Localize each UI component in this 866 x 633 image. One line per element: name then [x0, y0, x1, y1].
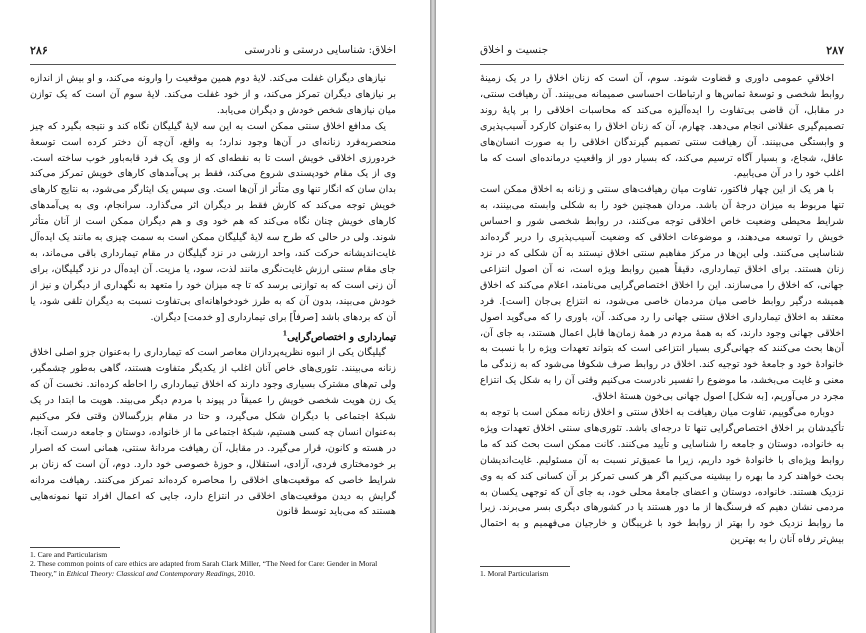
paragraph: دوباره می‌گوییم، تفاوت میان رهیافت به اخلاق سنتی و اخلاق زنانه ممکن است با توجه به تأکیدشان بر اخلاق اختصاص‌گرایی تنها تا درجه‌ای باشد. تئوری‌های سنتی اخلاق تعهدات ویژه به خانواده، دوستان و جامعه را شناسایی و تأیید می‌کنند. کانت ممکن است بحث کند که ما روابط ویژه‌ای با خانوادهٔ خود داریم، زیرا ما عمیق‌تر نسبت به آن مسئولیم. غایت‌اندیشان بحث خواهند کرد ما بهره را بیشینه می‌کنیم اگر هر کسی تمرکز بر آن کسانی کند که به وی نزدیک هستند. خانواده، دوستان و اعضای جامعهٔ محلی خود، به جای آن که توجهی یکسان به مردمی نشان دهیم که فرسنگ‌ها از ما دور هستند یا در کشورهای دیگری بسر می‌برند. زیرا ما روابط نزدیک خود را بهتر از روابط خود با غریبگان و خارجیان می‌فهمیم و به احتمال بیش‌تر رفاه آنان را به بهترین: [480, 407, 844, 546]
right-page: [436, 0, 866, 633]
footnote: [30, 559, 396, 578]
left-page: [0, 0, 430, 633]
footnote: 1. Care and Particularism: [30, 550, 108, 559]
section-heading-text: تیمارداری و اختصاص‌گرایی: [287, 331, 396, 343]
footnote-rule: [480, 566, 570, 567]
header-rule: [30, 64, 396, 65]
body-text: [480, 71, 844, 563]
footnote-marker: 1: [282, 329, 288, 338]
page-header: [480, 44, 844, 60]
paragraph: اخلاقیِ عمومی داوری و قضاوت شوند. سوم، آن است که زنان اخلاق را در یک زمینهٔ روابط شخصی و توسعهٔ تماس‌ها و ارتباطات احساسی صمیمانه می‌بینند. آن رهیافت سنتی، در مقابل، آن قاضی بی‌تفاوت را ایده‌آلیزه می‌کند که محاسبات اخلاقی را بر پایهٔ روند تصمیم‌گیری عقلانی انجام می‌دهد. چهارم، آن که زنان اخلاق را به‌عنوان کارکرد آسیب‌پذیری و وابستگی می‌بینند. آن رهیافت سنتی تصمیم گیرندگان اخلاقی را به صورت انسان‌های عاقل، شجاع، و بسیار آگاه ترسیم می‌کند، که بسیار دور از واقعیتِ درمانده‌ای است که ما اغلب خود را در آن می‌یابیم.: [480, 73, 844, 180]
paragraph: با هر یک از این چهار فاکتور، تفاوت میان رهیافت‌های سنتی و زنانه به اخلاق ممکن است تنها مربوط به میزان درجهٔ آن باشد. مردان همچنین خود را به شکلی وابسته می‌بینند، به شرایط محیطی وضعیت خاص اخلاقی توجه می‌کنند، در روابط شخصی شور و احساس خویش را توسعه می‌دهند، و موضوعات اخلاقی که وضعیت آسیب‌پذیری را دربر گرده‌اند شناسایی می‌کنند. ولی این‌ها در مرکز مفاهیم سنتی اخلاق نیستند به آن شکلی که در نزد زنان هستند. برای اخلاق تیمارداری، دقیقاً همین روابط ویژه است، نه آن اصول انتزاعی جهانی، که اخلاق را می‌سازند. این را اخلاق اختصاص‌گرایی می‌نامند، اعلام می‌کند که اخلاق همیشه درگیر روابط خاصی میان مردمان خاصی می‌شود، نه انتزاع بی‌جان [است]. فرد معتقد به اخلاق تیمارداری اخلاق سنتی جهانی را رد می‌کند. آن، باوری را که می‌گوید اصول اخلاقی جهانی وجود دارند، که به همهٔ مردم در همهٔ زمان‌ها قابل اعمال هستند، به جای آن، آن‌ها بحث می‌کنند که جهانی‌گری بسیار انتزاعی است که بتواند تعهدات ویژه را با نسبت به خانوادهٔ خود و جامعهٔ خود توجیه کند. اخلاق در روابط صرف شکوفا می‌شود که به زندگی ما معنی و غایت می‌بخشد، ما موضوع را تفسیر نادرست می‌کنیم وقتی آن را به شکل یک انتزاع مجرد در می‌آوریم، [به شکل] اصول جهانی بی‌خون هستهٔ اخلاق.: [480, 184, 844, 403]
footnote-year: , 2010.: [234, 568, 255, 578]
body-text: [30, 71, 396, 539]
footnote-book-title: Ethical Theory: Classical and Contemporary Readings: [66, 568, 235, 578]
paragraph: یک مدافع اخلاق سنتی ممکن است به این سه لایهٔ گیلیگان نگاه کند و نتیجه بگیرد که چیز منحصربه‌فرد زنانه‌ای در آن‌ها وجود ندارد؛ به واقع، آن‌چه آن دختر کرده است توسعهٔ خردورزی اخلاقی خویش است تا به نقطه‌ای که از وی یک فرد قابه‌باور خوب ساخته است. وی از یک مقام خودپسندی شروع می‌کند، فقط بر پی‌آمدهای کارهای خویش تمرکز می‌کند بدان سان که انگار تنها وی متأثر از آن‌ها است. وی سپس یک ایثارگر می‌شود، به نتایج کارهای خویش توجه می‌کند که کارش فقط بر دیگران اثر می‌گذارد. سرانجام، وی به پی‌آمدهای کارهای خویش چنان نگاه می‌کند که هم خود وی و هم دیگران ممکن است از آنان متأثر شوند. ولی در حالی که طرح سه لایهٔ گیلیگان ممکن است به سمت چیزی به مانند یک ایده‌آل غایت‌اندیشانه حرکت کند، واحد ارزشی در نزد گیلیگان در مقام تیمارداری باقی می‌ماند، به جای مقام سنتی ارزش غایت‌نگری مانند لذت، سود، یا مزیت. آن ایده‌آل در نزد گیلیگان، برای آن زنی است که به توازنی برسد که تا چه میزان خود را متعهد به نگهداری از دیگران و نیز از خودش می‌بیند، بدون آن که به طرز خودخواهانه‌ای بی‌تفاوت نسبت به دیگران تلقی شود، یا آن که بردهای باشد [صرفاً] برای تیمارداری [و خدمت] دیگران.: [30, 120, 396, 323]
footnotes: [30, 550, 396, 578]
running-title: اخلاق: شناسایی درستی و نادرستی: [244, 44, 396, 56]
paragraph: نیازهای دیگران غفلت می‌کند. لایهٔ دوم همین موقعیت را وارونه می‌کند، و او بیش از اندازه بر نیازهای دیگران تمرکز می‌کند، و از خود غفلت می‌کند. لایهٔ سوم آن است که یک توازن میان نیازهای شخص خودش و دیگران می‌یابد.: [30, 73, 396, 116]
footnote-text: 2. These common points of care ethics are adapted from Sarah Clark Miller, “The Need for Care: Gender in Moral Theory,” in: [30, 559, 378, 578]
footnotes: [480, 569, 844, 578]
running-title: جنسیت و اخلاق: [480, 44, 549, 56]
header-rule: [480, 64, 844, 65]
page-number: ۲۸۶: [30, 44, 48, 57]
footnote-rule: [30, 547, 120, 548]
page-header: [30, 44, 396, 60]
page-number: ۲۸۷: [826, 44, 844, 57]
paragraph: گیلیگان یکی از انبوه نظریه‌پردازان معاصر است که تیمارداری را به‌عنوان جزو اصلی اخلاق زنانه می‌بینند. تئوری‌های خاص آنان اغلب از یکدیگر متفاوت هستند، گاهی به‌طور چشمگیر، ولی تم‌های مشترک بسیاری وجود دارند که اخلاق تیمارداری را احاطه کرده‌اند. نخست آن که یک زن هویت شخصی خویش را عمیقاً در پیوند با مردم دیگر می‌بیند. هویت ما ابتدا در یک شبکهٔ اجتماعی با دیگران شکل می‌گیرد، و حتا در مقام بزرگسالان وقتی فکر می‌کنیم به‌عنوان انسان چه کسی هستیم، شبکهٔ اجتماعی ما از خانواده، دوستان و جامعه درست آنجا، در هسته و کانون، قرار می‌گیرد. در مقابل، آن رهیافت مردانهٔ سنتی، همانی است که اصرار بر خودمختاری فردی، آزادی، استقلال، و حوزهٔ خصوصی خود دارد. دوم، آن است که زنان بر شرایط خاصی که موقعیت‌های اخلاقی را محاصره کرده‌اند تمرکز می‌کنند. رهیافت مردانه گرایش به دیدن موقعیت‌های اخلاقی در انتزاع دارد، جایی که اعمال افراد تنها نمونه‌هایی هستند که می‌باید توسط قانون: [30, 347, 396, 518]
section-heading: [30, 330, 396, 346]
footnote: 1. Moral Particularism: [480, 569, 549, 578]
